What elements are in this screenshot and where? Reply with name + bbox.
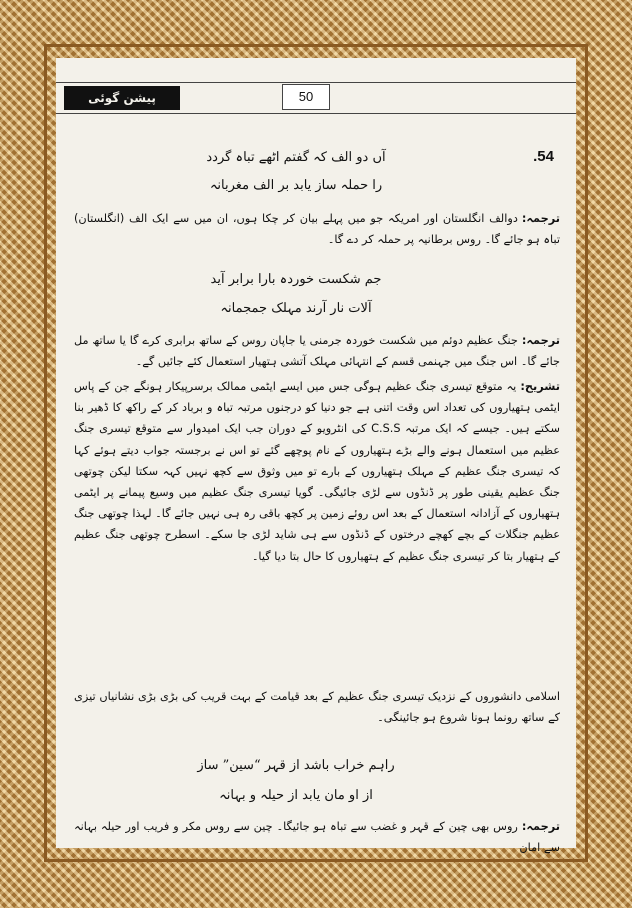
page-number: 50 (282, 84, 330, 110)
verse-line-6: از او مان یابد از حیلہ و بہانہ (219, 788, 373, 803)
translation-label: ترجمہ: (521, 212, 560, 225)
chapter-badge: پیشن گوئی (64, 86, 180, 110)
scholars-paragraph: اسلامی دانشوروں کے نزدیک تیسری جنگ عظیم کے بعد قیامت کے بہت قریب کی بڑی بڑی نشانیاں تیزی کے ساتھ رونما ہونا شروع ہو جائینگی۔ (74, 690, 560, 725)
translation-paragraph-2 (74, 330, 560, 372)
explanation-text: یہ متوقع تیسری جنگ عظیم ہوگی جس میں ایسے ایٹمی ممالک برسرپیکار ہونگے جن کے پاس ایٹمی ہتھیاروں کی تعداد اس وقت اتنی ہے جو دنیا کو درجنوں مرتبہ تباہ و برباد کر کے راکھ کا ڈھیر بنا سکتے ہیں۔ جیسے کہ ایک مرتبہ C.S.S کی انٹرویو کے دوران جب ایک امیدوار سے متوقع تیسری جنگ عظیم میں استعمال ہونے والے بڑے ہتھیاروں کے نام پوچھے گئے تو اس نے برجستہ جواب دیتے ہوئے کہا کہ تیسری جنگ عظیم کے مہلک ہتھیاروں کے بارے تو میں وثوق سے کچھ نہیں کہہ سکتا لیکن چوتھی جنگ عظیم یقینی طور پر ڈنڈوں سے لڑی جائیگی۔ گویا تیسری جنگ عظیم میں وسیع پیمانے پر ایٹمی ہتھیاروں کے آزادانہ استعمال کے بعد اس روئے زمین پر کچھ باقی رہ ہی نہیں جائے گا۔ لہذا چوتھی جنگ عظیم جنگلات کے بچے کھچے درختوں کے ڈنڈوں سے ہی شاید لڑی جا سکے۔ اسطرح چوتھی جنگ عظیم کے ہتھیار بتا کر تیسری جنگ عظیم کے ہتھیاروں کا حال بتا دیا گیا۔ (74, 380, 560, 563)
translation-text-1: دوالف انگلستان اور امریکہ جو میں پہلے بیان کر چکا ہوں، ان میں سے ایک الف (انگلستان) تباہ ہو جائے گا۔ روس برطانیہ پر حملہ کر دے گا۔ (74, 212, 560, 247)
translation-text-3: روس بھی چین کے قہر و غضب سے تباہ ہو جائیگا۔ چین سے روس مکر و فریب اور حیلہ بہانہ سے امان (74, 820, 560, 855)
translation-label: ترجمہ: (521, 334, 560, 347)
verse-line-4: آلات نار آرند مہلک جمجمانہ (220, 301, 372, 316)
translation-label: ترجمہ: (521, 820, 560, 833)
entry-number: .54 (533, 148, 554, 165)
explanation-label: تشریح: (520, 380, 560, 393)
translation-text-2: جنگ عظیم دوئم میں شکست خوردہ جرمنی یا جاپان روس کے ساتھ برابری کرے گا یا ساتھ مل جائے گا۔ اس جنگ میں جہنمی قسم کے انتہائی مہلک آتشی ہتھیار استعمال کئے جائیں گے۔ (74, 334, 560, 369)
translation-paragraph-1 (74, 208, 560, 250)
verse-line-3: جم شکست خوردہ بارا برابر آید (210, 272, 382, 287)
book-page (56, 58, 576, 855)
verse-line-2: را حملہ ساز یابد بر الف مغربانہ (209, 178, 383, 193)
verse-line-5: راہم خراب باشد از قہر “سین” ساز (197, 758, 395, 773)
translation-paragraph-3 (74, 816, 560, 858)
explanation-paragraph (74, 376, 560, 567)
verse-line-1: آں دو الف کہ گفتم اٹھے تباہ گردد (206, 150, 386, 165)
